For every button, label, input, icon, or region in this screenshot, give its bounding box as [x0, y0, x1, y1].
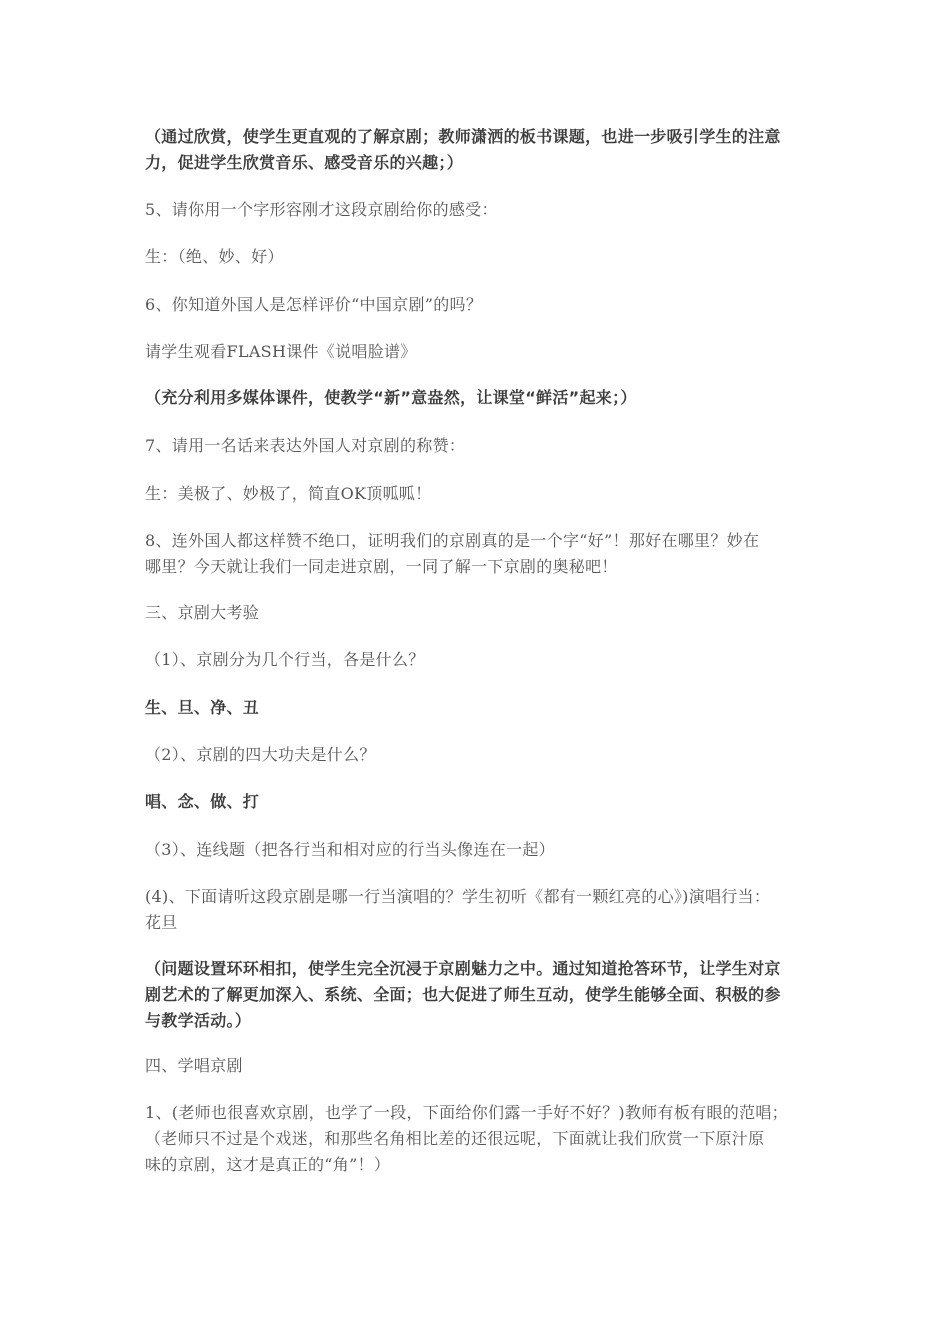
- text-line: 剧艺术的了解更加深入、系统、全面；也大促进了师生互动，使学生能够全面、积极的参: [145, 985, 781, 1004]
- text-line: 四、学唱京剧: [145, 1056, 243, 1075]
- paragraph-quiz-2: [145, 742, 813, 768]
- paragraph-note-multimedia: [145, 385, 813, 411]
- text-line: （1）、京剧分为几个行当，各是什么？: [145, 650, 425, 669]
- text-line: 生：美极了、妙极了，简直OK顶呱呱！: [145, 484, 432, 503]
- text-line: 三、京剧大考验: [145, 603, 260, 622]
- section-heading-4: [145, 1053, 813, 1079]
- text-line: 7、请用一名话来表达外国人对京剧的称赞：: [145, 436, 466, 455]
- text-line: 哪里？今天就让我们一同走进京剧，一同了解一下京剧的奥秘吧！: [145, 557, 618, 576]
- section-heading-3: [145, 600, 813, 626]
- text-line: （2）、京剧的四大功夫是什么？: [145, 745, 376, 764]
- paragraph-question-7: [145, 433, 813, 459]
- text-line: 与教学活动。）: [145, 1011, 252, 1030]
- text-line: 生：（绝、妙、好）: [145, 247, 284, 266]
- text-line: 唱、念、做、打: [145, 792, 260, 811]
- text-line: （通过欣赏，使学生更直观的了解京剧；教师潇洒的板书课题，也进一步吸引学生的注意: [145, 127, 781, 146]
- text-line: 味的京剧，这才是真正的“角”！）: [145, 1155, 391, 1174]
- text-line: 1、(老师也很喜欢京剧，也学了一段，下面给你们露一手好不好？)教师有板有眼的范唱；: [145, 1103, 788, 1122]
- paragraph-sing-1: [145, 1100, 813, 1178]
- text-line: （老师只不过是个戏迷，和那些名角相比差的还很远呢，下面就让我们欣赏一下原汁原: [145, 1129, 765, 1148]
- text-line: 力，促进学生欣赏音乐、感受音乐的兴趣；）: [145, 153, 464, 172]
- text-line: 生、旦、净、丑: [145, 698, 260, 717]
- paragraph-answer-5: [145, 244, 813, 270]
- text-line: 5、请你用一个字形容刚才这段京剧给你的感受：: [145, 200, 498, 219]
- paragraph-item-8: [145, 528, 813, 580]
- text-line: 8、连外国人都这样赞不绝口，证明我们的京剧真的是一个字“好”！那好在哪里？妙在: [145, 531, 760, 550]
- paragraph-question-6: [145, 292, 813, 318]
- text-line: （3）、连线题（把各行当和相对应的行当头像连在一起）: [145, 840, 555, 859]
- text-line: 6、你知道外国人是怎样评价“中国京剧”的吗？: [145, 295, 483, 314]
- paragraph-quiz-1-answer: [145, 695, 813, 721]
- paragraph-note-appreciation: [145, 124, 813, 176]
- paragraph-question-5: [145, 197, 813, 223]
- paragraph-quiz-3: [145, 837, 813, 863]
- text-line: 花旦: [145, 913, 178, 932]
- paragraph-flash-courseware: [145, 339, 813, 365]
- paragraph-answer-7: [145, 481, 813, 507]
- text-line: （充分利用多媒体课件，使教学“新”意盎然，让课堂“鲜活”起来；）: [145, 388, 637, 407]
- text-line: （问题设置环环相扣，使学生完全沉浸于京剧魅力之中。通过知道抢答环节，让学生对京: [145, 959, 781, 978]
- text-line: (4)、下面请听这段京剧是哪一行当演唱的？学生初听《都有一颗红亮的心》)演唱行当：: [145, 887, 771, 906]
- paragraph-quiz-2-answer: [145, 789, 813, 815]
- text-line: 请学生观看FLASH课件《说唱脸谱》: [145, 342, 417, 361]
- paragraph-note-quiz: [145, 956, 813, 1034]
- paragraph-quiz-1: [145, 647, 813, 673]
- paragraph-quiz-4: [145, 884, 813, 936]
